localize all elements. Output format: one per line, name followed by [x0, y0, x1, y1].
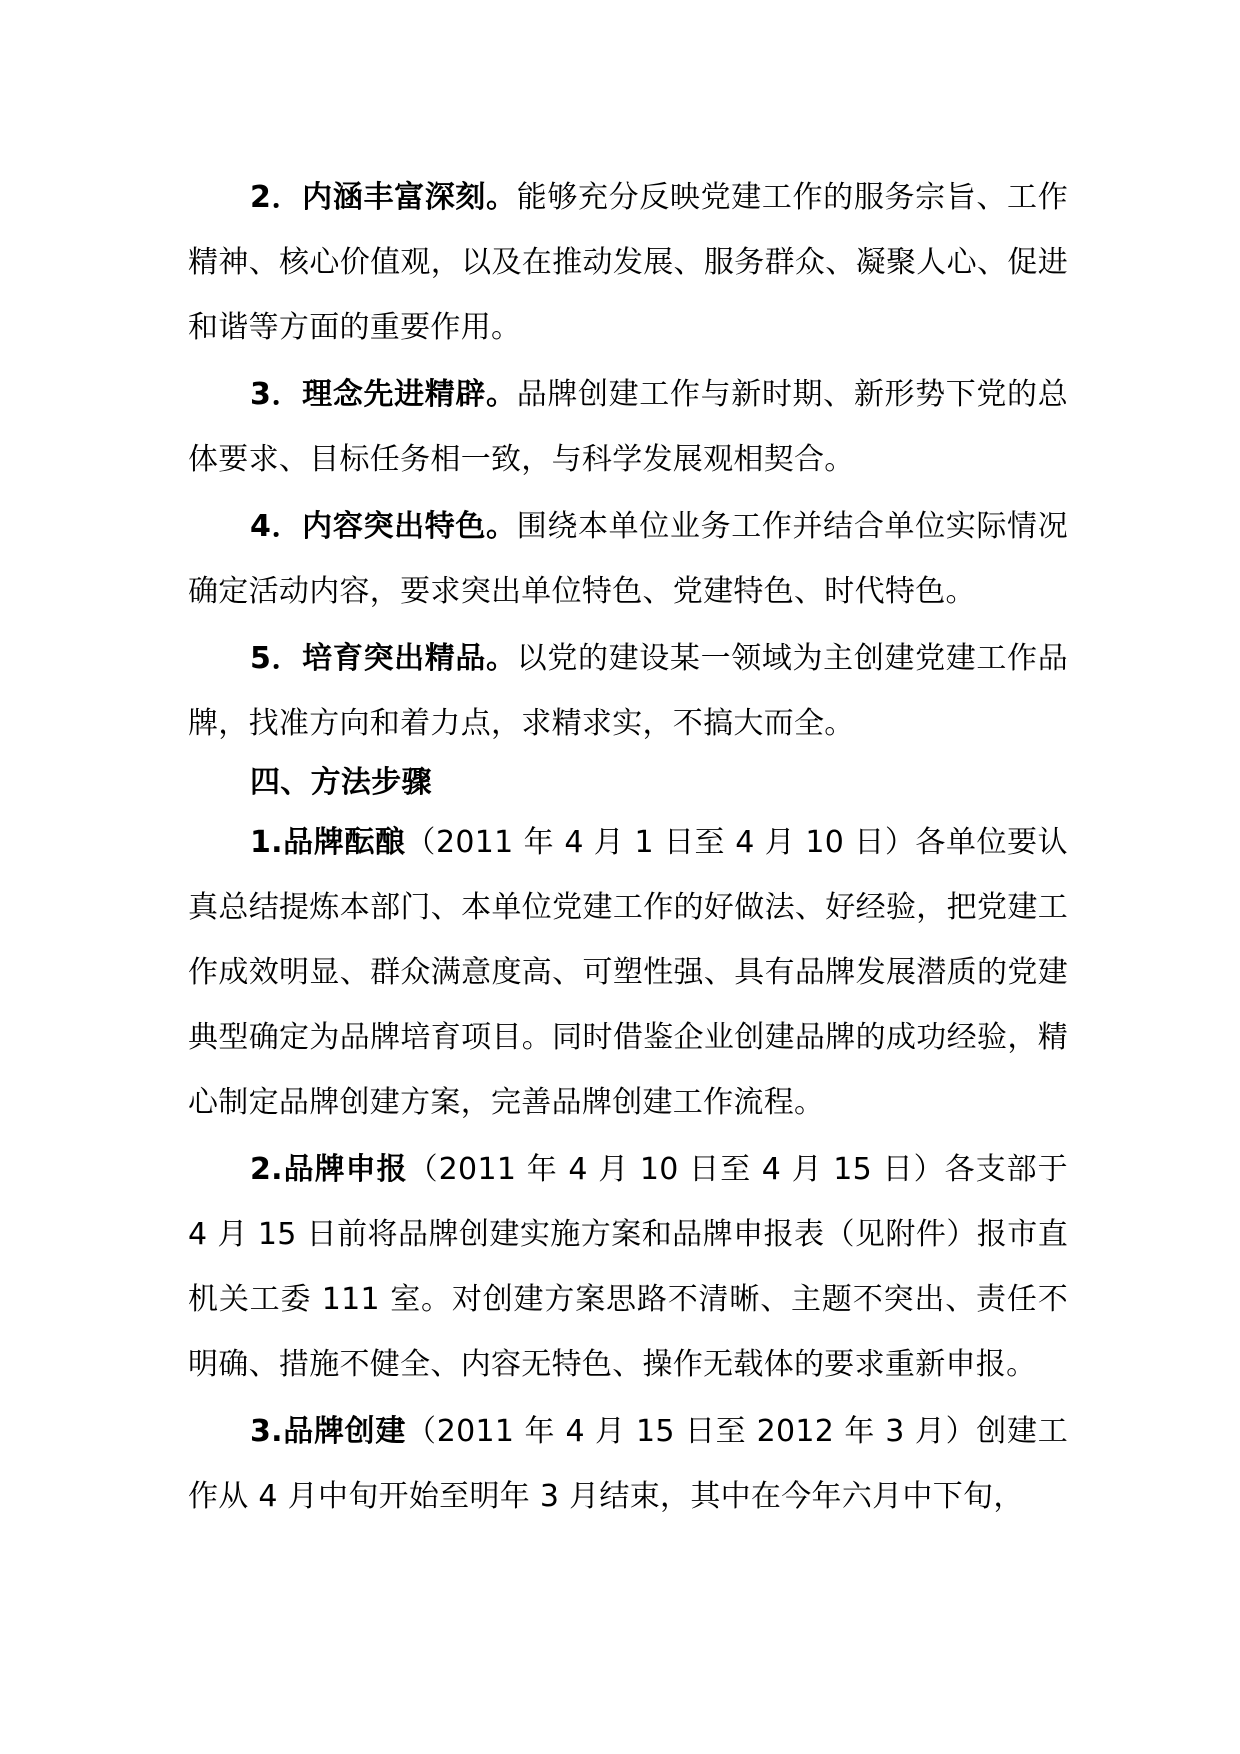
step-paragraph-2 [188, 1137, 1068, 1397]
requirement-paragraph-3 [188, 362, 1068, 492]
requirement-paragraph-4 [188, 494, 1068, 624]
requirement-lead: 5．培育突出精品。 [250, 641, 517, 676]
requirement-text: 以党的建设某一领域为主创建党建工作品牌，找准方向和着力点，求精求实，不搞大而全。 [188, 641, 1068, 741]
requirement-text: 能够充分反映党建工作的服务宗旨、工作精神、核心价值观，以及在推动发展、服务群众、凝聚人心、促进和谐等方面的重要作用。 [188, 180, 1068, 345]
step-lead: 3.品牌创建 [250, 1414, 407, 1449]
requirement-lead: 3．理念先进精辟。 [250, 377, 517, 412]
document-body [188, 165, 1068, 1531]
requirement-lead: 4．内容突出特色。 [250, 509, 517, 544]
step-lead: 1.品牌酝酿 [250, 825, 406, 860]
requirement-paragraph-2 [188, 165, 1068, 360]
step-text: （2011 年 4 月 10 日至 4 月 15 日）各支部于 4 月 15 日前将品牌创建实施方案和品牌申报表（见附件）报市直机关工委 111 室。对创建方案思路不清晰、主题不突出、责任不明确、措施不健全、内容无特色、操作无载体的要求重新申报。 [188, 1152, 1068, 1382]
section-heading: 四、方法步骤 [250, 765, 432, 800]
step-lead: 2.品牌申报 [250, 1152, 408, 1187]
requirement-lead: 2．内涵丰富深刻。 [250, 180, 517, 215]
requirement-paragraph-5 [188, 626, 1068, 756]
step-text: （2011 年 4 月 1 日至 4 月 10 日）各单位要认真总结提炼本部门、本单位党建工作的好做法、好经验，把党建工作成效明显、群众满意度高、可塑性强、具有品牌发展潜质的党建典型确定为品牌培育项目。同时借鉴企业创建品牌的成功经验，精心制定品牌创建方案，完善品牌创建工作流程。 [188, 825, 1068, 1120]
step-paragraph-1 [188, 810, 1068, 1135]
requirement-text: 围绕本单位业务工作并结合单位实际情况确定活动内容，要求突出单位特色、党建特色、时代特色。 [188, 509, 1068, 609]
step-text: （2011 年 4 月 15 日至 2012 年 3 月）创建工作从 4 月中旬开始至明年 3 月结束，其中在今年六月中下旬， [188, 1414, 1068, 1514]
step-paragraph-3 [188, 1399, 1068, 1529]
requirement-text: 品牌创建工作与新时期、新形势下党的总体要求、目标任务相一致，与科学发展观相契合。 [188, 377, 1068, 477]
